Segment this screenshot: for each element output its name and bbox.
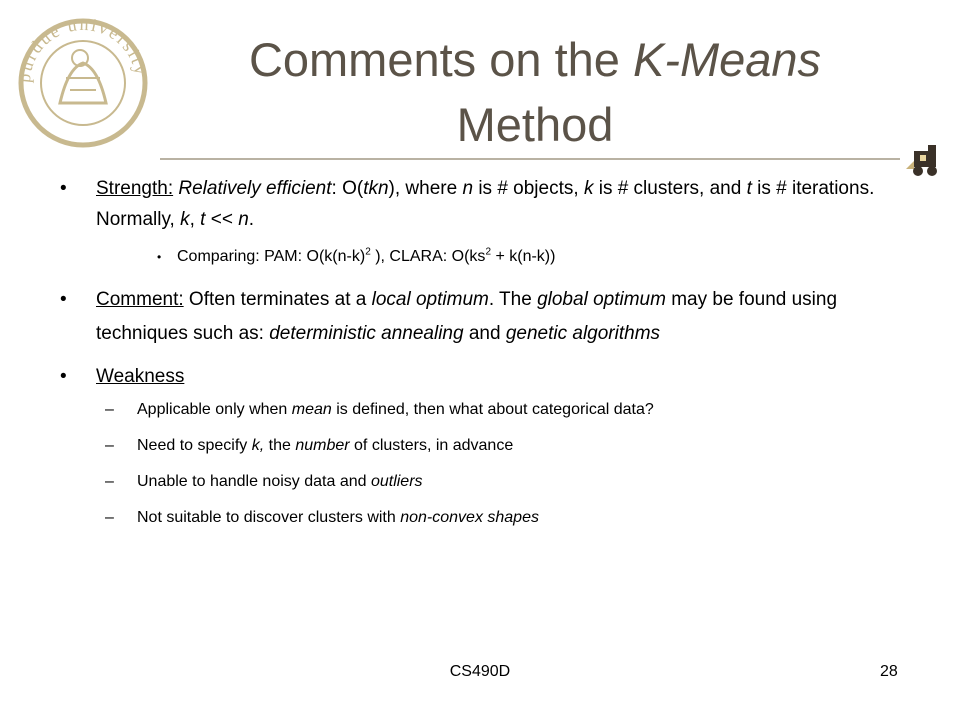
weakness-item-4: – Not suitable to discover clusters with non-convex shapes xyxy=(105,509,539,526)
footer-course: CS490D xyxy=(449,663,511,680)
slide-number: 28 xyxy=(880,663,898,680)
title-divider xyxy=(160,158,900,160)
svg-text:purdue university: purdue university xyxy=(13,13,152,84)
bullet-dot: • xyxy=(157,250,162,264)
bullet-dot: • xyxy=(60,289,67,310)
bullet-dot: • xyxy=(60,366,67,387)
slide-title-line1: Comments on the K-Means xyxy=(248,33,822,86)
weakness-item-2: – Need to specify k, the number of clusters, in advance xyxy=(105,437,514,454)
bullet-dot: • xyxy=(60,178,67,199)
slide-body xyxy=(60,173,920,530)
weakness-item-1: – Applicable only when mean is defined, then what about categorical data? xyxy=(105,401,654,418)
bullet-strength: • Strength: Relatively efficient: O(tkn), where n is # objects, k is # clusters, and t is # iterations. Normally, k, t << n. xyxy=(60,173,920,235)
weakness-item-3: – Unable to handle noisy data and outliers xyxy=(105,473,423,490)
bullet-weakness: • Weakness xyxy=(60,361,920,392)
bullet-comment: • Comment: Often terminates at a local optimum. The global optimum may be found using techniques such as: deterministic annealing and genetic algorithms xyxy=(60,283,920,351)
sub-bullet-comparing: • Comparing: PAM: $O(k(n-k)^2$ ), CLARA: $O(ks^2 + k(n-k))$ xyxy=(60,245,920,269)
slide-title-line2: Method xyxy=(456,98,614,151)
purdue-seal-logo xyxy=(8,8,158,148)
